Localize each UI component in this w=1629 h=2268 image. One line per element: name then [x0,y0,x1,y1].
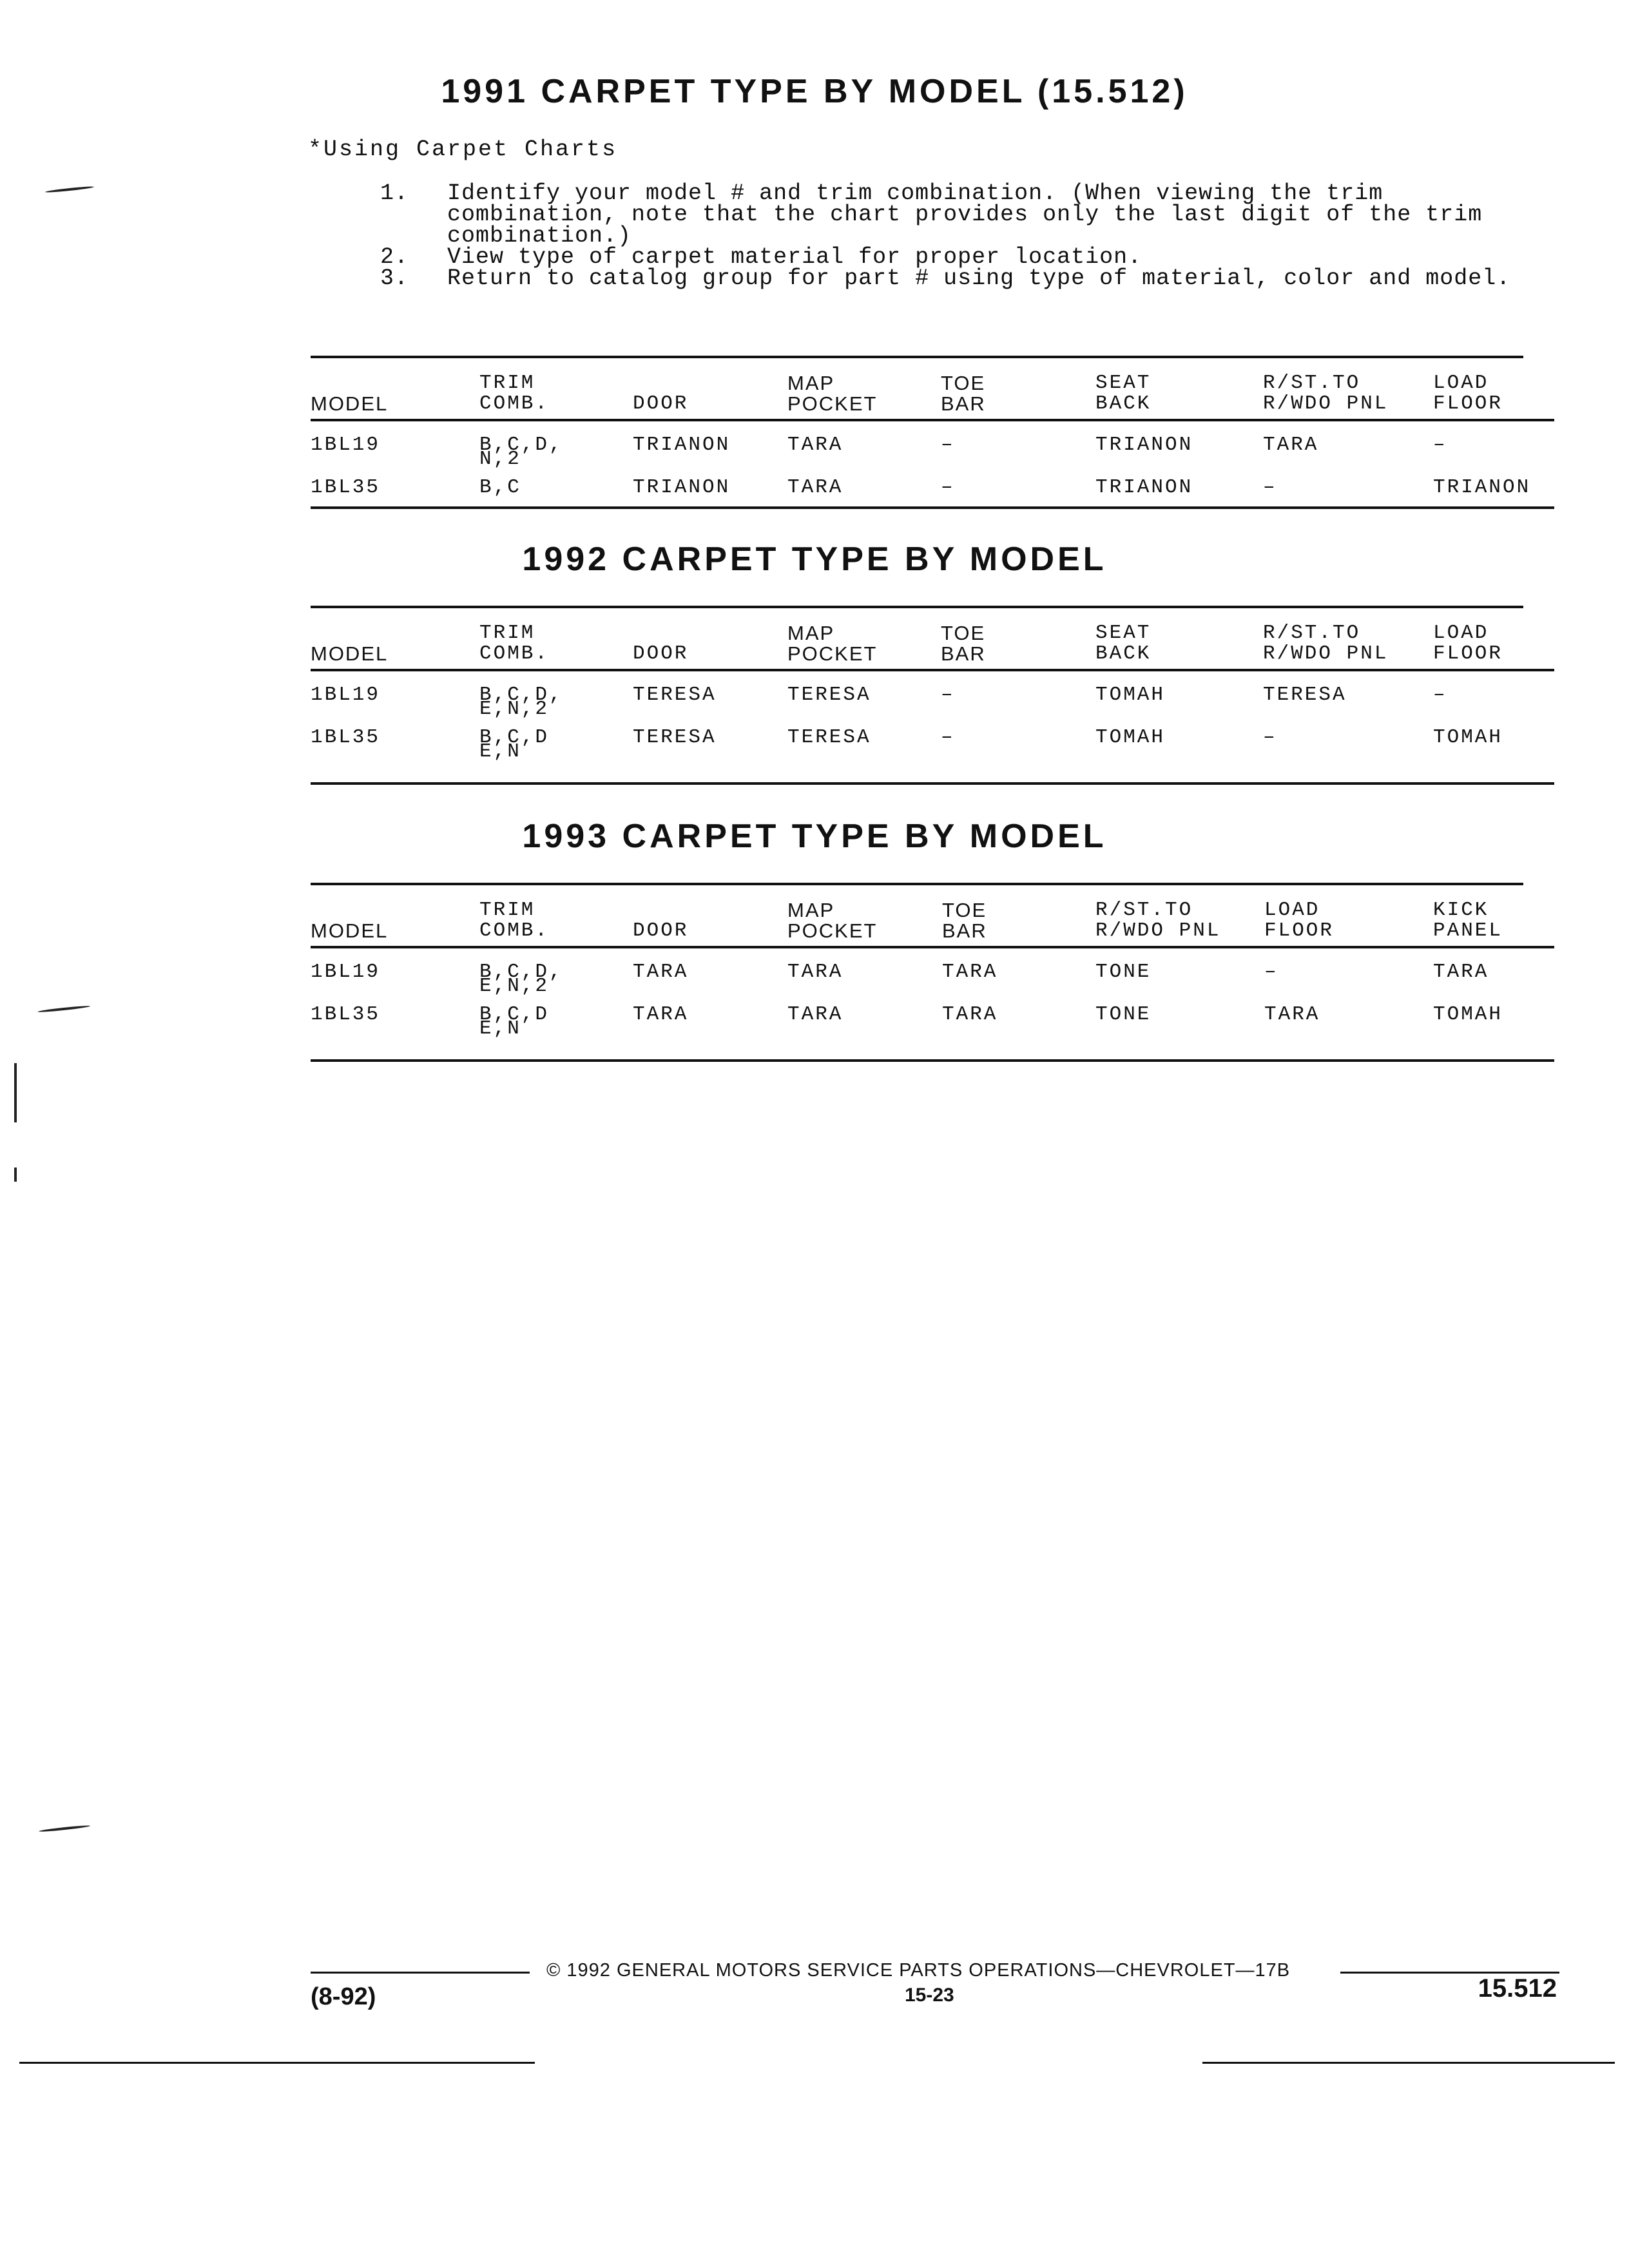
column-header: MAP [787,372,835,394]
footer-section-number: 15.512 [1478,1974,1557,2003]
margin-mark [14,1168,17,1182]
step-text: View type of carpet material for proper location. [447,244,1142,270]
table-cell: TRIANON [633,434,731,456]
column-header: R/ST.TO [1263,372,1361,394]
table-cell: TOMAH [1433,726,1503,749]
table-cell: TOMAH [1095,684,1166,706]
table-cell: 1BL19 [311,434,381,456]
margin-mark [45,186,94,193]
table-cell: TRIANON [1095,434,1193,456]
column-header: LOAD [1433,372,1489,394]
page-bottom-rule [19,2062,535,2064]
table-cell: TARA [787,961,843,983]
table-cell: – [941,476,955,499]
table-cell: 1BL35 [311,476,381,499]
column-header: LOAD [1264,899,1320,921]
table-top-rule [311,883,1523,885]
column-header: FLOOR [1264,919,1335,942]
table-cell: 1BL19 [311,684,381,706]
table-header-rule [311,669,1554,671]
column-header: DOOR [633,642,689,665]
table-cell: TARA [787,434,843,456]
intro-heading: *Using Carpet Charts [308,137,618,162]
table-cell: TRIANON [1095,476,1193,499]
column-header: COMB. [479,919,550,942]
page-title-1993: 1993 CARPET TYPE BY MODEL [522,818,1107,855]
table-cell: TERESA [787,684,871,706]
table-top-rule [311,356,1523,358]
column-header: MODEL [311,642,389,665]
page-title-1991: 1991 CARPET TYPE BY MODEL (15.512) [441,73,1188,110]
column-header: TRIM [479,622,535,644]
table-cell: B,C,D E,N [479,1003,550,1040]
column-header: POCKET [787,392,878,415]
instruction-step [380,180,1514,249]
table-cell: 1BL35 [311,726,381,749]
table-top-rule [311,606,1523,608]
table-bottom-rule [311,506,1554,509]
column-header: SEAT [1095,622,1152,644]
copyright-text: © 1992 GENERAL MOTORS SERVICE PARTS OPERATIONS—CHEVROLET—17B [546,1960,1291,1981]
column-header: BAR [941,392,986,415]
column-header: TOE [941,622,986,644]
column-header: PANEL [1433,919,1503,942]
table-cell: TOMAH [1433,1003,1503,1026]
column-header: BACK [1095,392,1152,415]
column-header: LOAD [1433,622,1489,644]
column-header: SEAT [1095,372,1152,394]
table-cell: – [941,726,955,749]
table-cell: 1BL19 [311,961,381,983]
footer-date-code: (8-92) [311,1983,376,2010]
footer-copyright [546,1960,1290,1981]
column-header: DOOR [633,392,689,415]
margin-mark [37,1005,90,1014]
column-header: R/ST.TO [1263,622,1361,644]
table-cell: TARA [942,961,998,983]
column-header: R/ST.TO [1095,899,1193,921]
table-cell: TRIANON [633,476,731,499]
page-bottom-rule [1202,2062,1615,2064]
table-cell: B,C [479,476,521,499]
column-header: FLOOR [1433,642,1503,665]
column-header: TOE [941,372,986,394]
step-number: 3. [380,265,409,291]
column-header: R/WDO PNL [1263,392,1389,415]
table-cell: TARA [942,1003,998,1026]
column-header: DOOR [633,919,689,942]
table-cell: – [1263,726,1277,749]
column-header: MAP [787,899,835,921]
column-header: FLOOR [1433,392,1503,415]
table-cell: TONE [1095,1003,1152,1026]
table-cell: TARA [787,1003,843,1026]
table-cell: B,C,D, N,2 [479,434,563,470]
table-cell: TARA [1433,961,1489,983]
column-header: BACK [1095,642,1152,665]
column-header: TRIM [479,899,535,921]
page-title-1992: 1992 CARPET TYPE BY MODEL [522,541,1107,578]
table-cell: B,C,D, E,N,2 [479,684,563,720]
column-header: TOE [942,899,987,921]
margin-mark [39,1825,90,1832]
table-cell: TARA [633,1003,689,1026]
table-cell: TOMAH [1095,726,1166,749]
table-cell: TARA [787,476,843,499]
table-header-rule [311,419,1554,421]
column-header: COMB. [479,392,550,415]
table-cell: TARA [633,961,689,983]
table-bottom-rule [311,782,1554,785]
column-header: MODEL [311,919,389,942]
footer-page-number: 15-23 [905,1984,954,2006]
column-header: KICK [1433,899,1489,921]
step-text: Return to catalog group for part # using type of material, color and model. [447,265,1511,291]
table-cell: – [941,684,955,706]
step-number: 1. [380,180,409,206]
column-header: BAR [941,642,986,665]
table-cell: – [941,434,955,456]
table-cell: TERESA [1263,684,1347,706]
table-cell: TERESA [633,684,717,706]
table-cell: TARA [1263,434,1319,456]
column-header: POCKET [787,919,878,942]
table-header-rule [311,946,1554,948]
instruction-step [380,265,1514,291]
table-cell: B,C,D, E,N,2 [479,961,563,997]
table-bottom-rule [311,1059,1554,1062]
table-cell: – [1433,684,1447,706]
footer-rule-right [1340,1972,1559,1974]
column-header: BAR [942,919,987,942]
column-header: COMB. [479,642,550,665]
column-header: POCKET [787,642,878,665]
table-cell: TONE [1095,961,1152,983]
step-number: 2. [380,244,409,270]
footer-rule-left [311,1972,530,1974]
table-cell: TARA [1264,1003,1320,1026]
instruction-list [380,180,1514,291]
column-header: MODEL [311,392,389,415]
column-header: TRIM [479,372,535,394]
margin-mark [14,1063,17,1122]
table-cell: 1BL35 [311,1003,381,1026]
table-cell: – [1264,961,1278,983]
table-cell: TRIANON [1433,476,1531,499]
table-cell: TERESA [787,726,871,749]
column-header: R/WDO PNL [1263,642,1389,665]
column-header: MAP [787,622,835,644]
table-cell: B,C,D E,N [479,726,550,763]
table-cell: – [1433,434,1447,456]
table-cell: – [1263,476,1277,499]
step-text: Identify your model # and trim combination. (When viewing the trim combination, note that the chart provides only the last digit of the trim combination.) [447,180,1483,249]
table-cell: TERESA [633,726,717,749]
column-header: R/WDO PNL [1095,919,1221,942]
